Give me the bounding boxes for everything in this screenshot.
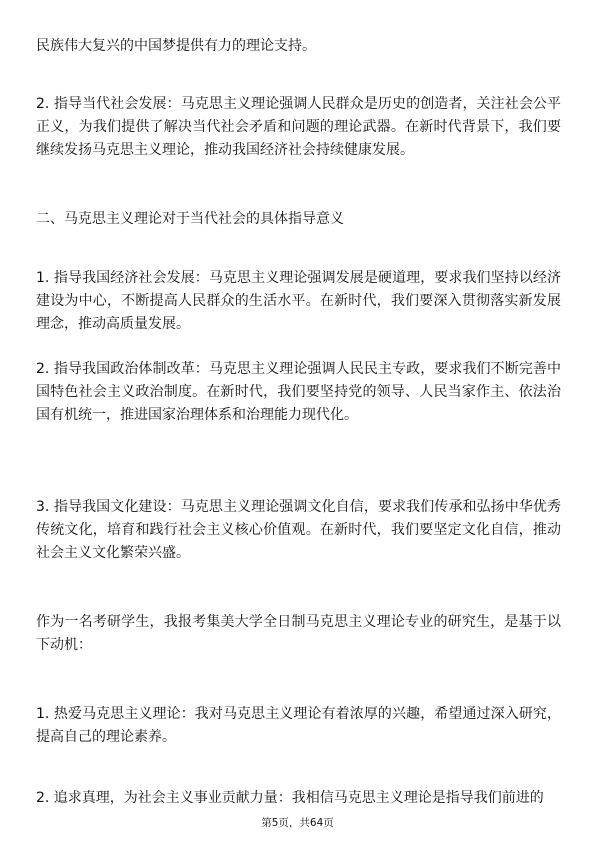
paragraph-5: 3. 指导我国文化建设：马克思主义理论强调文化自信，要求我们传承和弘扬中华优秀传统文化，培育和践行社会主义核心价值观。在新时代，我们要坚定文化自信，推动社会主义文化繁荣兴盛。 [36, 499, 561, 561]
paragraph-2: 2. 指导当代社会发展：马克思主义理论强调人民群众是历史的创造者，关注社会公平正义，为我们提供了解决当代社会矛盾和问题的理论武器。在新时代背景下，我们要继续发扬马克思主义理论，推动我国经济社会持续健康发展。 [36, 96, 561, 158]
paragraph-3: 1. 指导我国经济社会发展：马克思主义理论强调发展是硬道理，要求我们坚持以经济建设为中心，不断提高人民群众的生活水平。在新时代，我们要深入贯彻落实新发展理念，推动高质量发展。 [36, 270, 561, 332]
section-heading: 二、马克思主义理论对于当代社会的具体指导意义 [36, 211, 344, 227]
paragraph-7: 1. 热爱马克思主义理论：我对马克思主义理论有着浓厚的兴趣，希望通过深入研究，提高自己的理论素养。 [36, 706, 561, 745]
paragraph-6: 作为一名考研学生，我报考集美大学全日制马克思主义理论专业的研究生，是基于以下动机： [36, 614, 561, 653]
paragraph-8: 2. 追求真理，为社会主义事业贡献力量：我相信马克思主义理论是指导我们前进的 [36, 790, 544, 806]
paragraph-1: 民族伟大复兴的中国梦提供有力的理论支持。 [36, 38, 316, 54]
page-number: 第5页，共64页 [261, 817, 334, 829]
paragraph-4: 2. 指导我国政治体制改革：马克思主义理论强调人民民主专政，要求我们不断完善中国特色社会主义政治制度。在新时代，我们要坚持党的领导、人民当家作主、依法治国有机统一，推进国家治理体系和治理能力现代化。 [36, 361, 561, 423]
